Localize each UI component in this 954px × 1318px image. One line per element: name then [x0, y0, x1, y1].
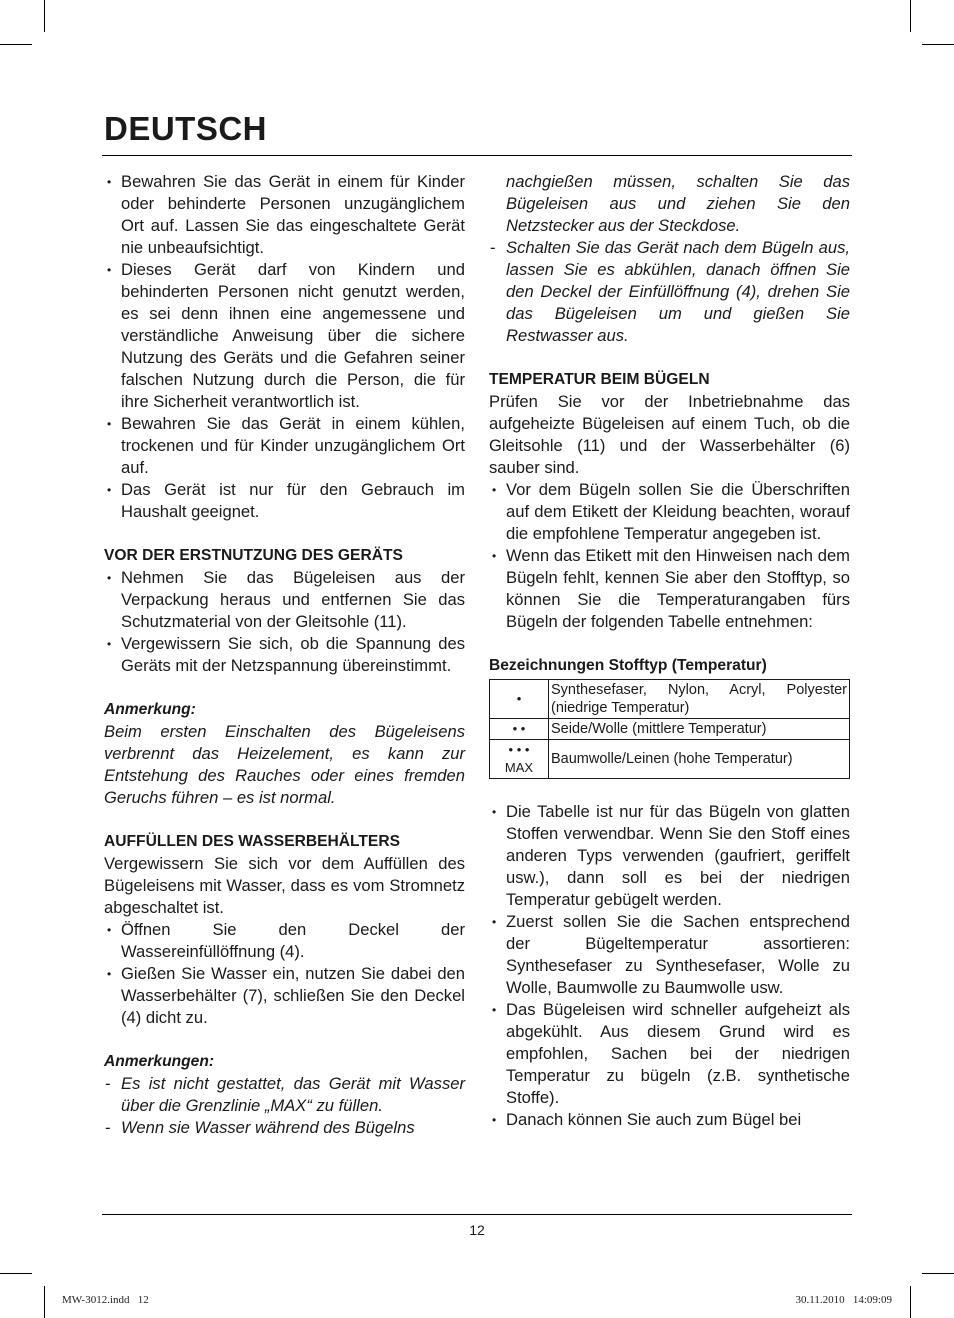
water-tank-bullet-list [104, 919, 465, 1029]
list-item: • Öffnen Sie den Deckel der Wassereinfüllöffnung (4). [104, 919, 465, 963]
list-item: • Dieses Gerät darf von Kindern und behinderten Personen nicht genutzt werden, es sei denn ihnen eine angemessene und verständliche Anweisung über die sichere Nutzung des Geräts und die Gefahren seiner falschen Nutzung durch die Person, die für ihre Sicherheit verantwortlich ist. [104, 259, 465, 413]
list-item: • Danach können Sie auch zum Bügel bei [489, 1109, 850, 1131]
water-tank-intro: Vergewissern Sie sich vor dem Auffüllen des Bügeleisens mit Wasser, dass es vom Stromnetz abgeschaltet ist. [104, 854, 465, 917]
temperature-intro: Prüfen Sie vor der Inbetriebnahme das aufgeheizte Bügeleisen auf einem Tuch, ob die Gleitsohle (11) und der Wasserbehälter (6) sauber sind. [489, 392, 850, 477]
table-title: Bezeichnungen Stofftyp (Temperatur) [489, 657, 767, 674]
right-column [489, 171, 850, 1131]
after-ironing-dash-list [489, 237, 850, 347]
crop-mark [44, 1286, 45, 1318]
table-cell-symbol: • [490, 680, 549, 719]
symbol-max-label: MAX [504, 760, 534, 775]
table-cell-description: Seide/Wolle (mittlere Temperatur) [549, 719, 850, 740]
crop-mark [910, 1286, 911, 1318]
list-item: • Das Bügeleisen wird schneller aufgeheizt als abgekühlt. Aus diesem Grund wird es empfohlen, Sachen bei der niedrigen Temperatur zu bügeln (z.B. synthetische Stoffe). [489, 999, 850, 1109]
page-number: 12 [469, 1222, 485, 1238]
list-item: • Zuerst sollen Sie die Sachen entsprechend der Bügeltemperatur assortieren: Synthesefaser zu Synthesefaser, Wolle zu Wolle, Baumwolle zu Baumwolle usw. [489, 911, 850, 999]
intro-bullet-list [104, 171, 465, 523]
list-item: - Es ist nicht gestattet, das Gerät mit Wasser über die Grenzlinie „MAX“ zu füllen. [104, 1073, 465, 1117]
crop-mark [910, 0, 911, 32]
crop-mark [0, 1273, 32, 1274]
crop-mark [922, 1273, 954, 1274]
table-cell-description: Synthesefaser, Nylon, Acryl, Polyester (niedrige Temperatur) [549, 680, 850, 719]
crop-mark [922, 44, 954, 45]
header-rule [102, 155, 852, 156]
list-item: • Das Gerät ist nur für den Gebrauch im Haushalt geeignet. [104, 479, 465, 523]
section-heading-water-tank: AUFFÜLLEN DES WASSERBEHÄLTERS [104, 833, 400, 850]
notes-heading: Anmerkungen: [104, 1053, 215, 1070]
table-row [490, 719, 850, 740]
temperature-bullet-list [489, 479, 850, 633]
list-item: - Schalten Sie das Gerät nach dem Bügeln aus, lassen Sie es abkühlen, danach öffnen Sie den Deckel der Einfüllöffnung (4), drehen Sie das Bügeleisen um und gießen Sie Restwasser aus. [489, 237, 850, 347]
table-cell-description: Baumwolle/Leinen (hohe Temperatur) [549, 740, 850, 779]
list-item: • Bewahren Sie das Gerät in einem kühlen, trockenen und für Kinder unzugänglichem Ort auf. [104, 413, 465, 479]
footer-file-info: MW-3012.indd 12 [62, 1294, 149, 1306]
crop-mark [0, 44, 32, 45]
list-item: • Nehmen Sie das Bügeleisen aus der Verpackung heraus und entfernen Sie das Schutzmaterial von der Gleitsohle (11). [104, 567, 465, 633]
list-item: • Bewahren Sie das Gerät in einem für Kinder oder behinderte Personen unzugänglichem Ort auf. Lassen Sie das eingeschaltete Gerät nie unbeaufsichtigt. [104, 171, 465, 259]
list-item: • Vor dem Bügeln sollen Sie die Überschriften auf dem Etikett der Kleidung beachten, worauf die empfohlene Temperatur angegeben ist. [489, 479, 850, 545]
list-item: • Gießen Sie Wasser ein, nutzen Sie dabei den Wasserbehälter (7), schließen Sie den Deckel (4) dicht zu. [104, 963, 465, 1029]
ironing-tips-bullet-list [489, 801, 850, 1131]
list-item: • Die Tabelle ist nur für das Bügeln von glatten Stoffen verwendbar. Wenn Sie den Stoff eines anderen Typs verwenden (gaufriert, geriffelt usw.), dann soll es bei der niedrigen Temperatur gebügelt werden. [489, 801, 850, 911]
note-text: Beim ersten Einschalten des Bügeleisens verbrennt das Heizelement, es kann zur Entstehung des Rauches oder eines fremden Geruchs führen – es ist normal. [104, 722, 465, 807]
table-cell-symbol [490, 740, 549, 779]
list-item: - Wenn sie Wasser während des Bügelns [104, 1117, 465, 1139]
section-heading-first-use: VOR DER ERSTNUTZUNG DES GERÄTS [104, 547, 403, 564]
list-item: • Vergewissern Sie sich, ob die Spannung des Geräts mit der Netzspannung übereinstimmt. [104, 633, 465, 677]
table-cell-symbol: • • [490, 719, 549, 740]
footer-timestamp: 30.11.2010 14:09:09 [795, 1294, 892, 1306]
note-heading: Anmerkung: [104, 701, 196, 718]
crop-mark [44, 0, 45, 32]
footer-rule [102, 1214, 852, 1215]
list-item: • Wenn das Etikett mit den Hinweisen nach dem Bügeln fehlt, kennen Sie aber den Stofftyp, so können Sie die Temperaturangaben fürs Bügeln der folgenden Tabelle entnehmen: [489, 545, 850, 633]
page-title: DEUTSCH [104, 110, 268, 147]
table-row [490, 680, 850, 719]
section-heading-temperature: TEMPERATUR BEIM BÜGELN [489, 371, 710, 388]
notes-dash-list [104, 1073, 465, 1139]
table-row [490, 740, 850, 779]
continued-text: nachgießen müssen, schalten Sie das Bügeleisen aus und ziehen Sie den Netzstecker aus der Steckdose. [506, 172, 850, 235]
fabric-temperature-table [489, 679, 850, 779]
left-column [104, 171, 465, 1139]
first-use-bullet-list [104, 567, 465, 677]
symbol-dots: • • • [508, 742, 530, 757]
